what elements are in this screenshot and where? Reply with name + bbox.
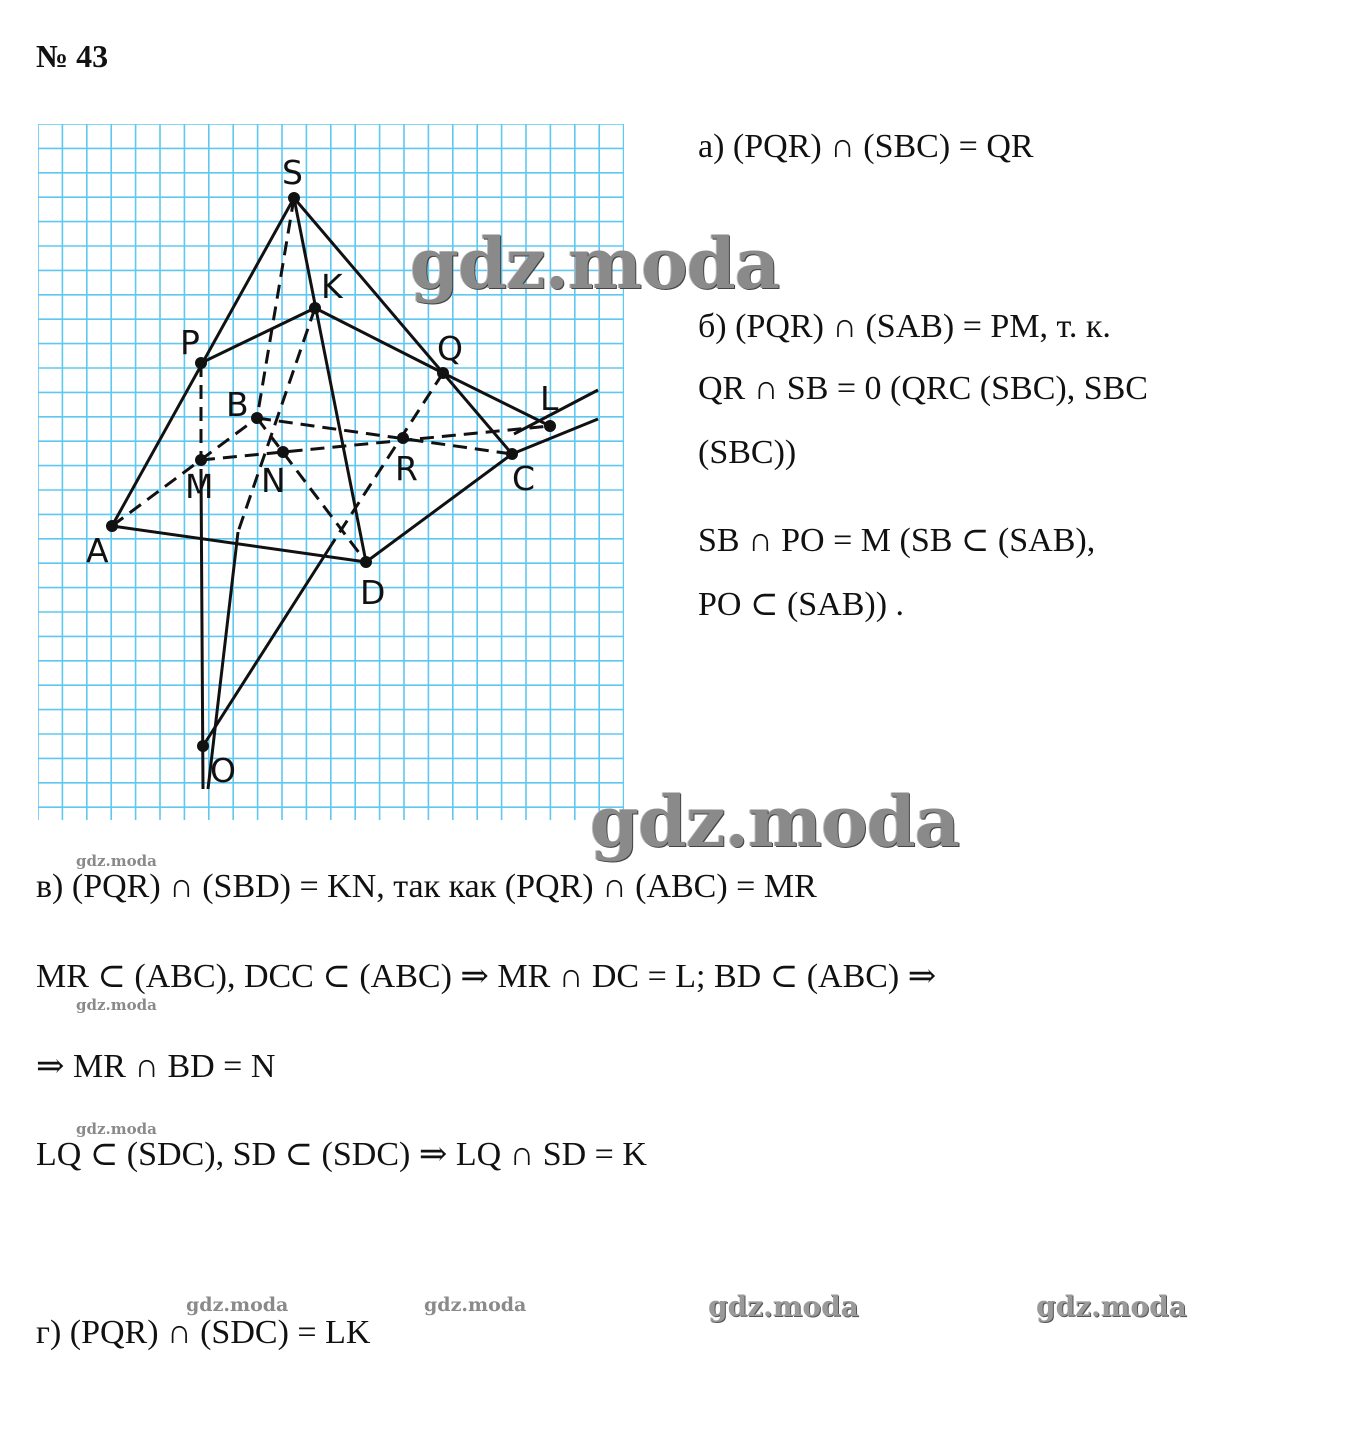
line-DO — [203, 544, 332, 746]
answer-b-line4: SB ∩ PO = M (SB ⊂ (SAB), — [698, 522, 1096, 559]
problem-number: № 43 — [36, 38, 109, 74]
label-B: B — [226, 385, 249, 424]
answer-b-line3: (SBC)) — [698, 434, 797, 471]
point-N — [277, 446, 289, 458]
watermark-small-5: gdz.moda — [424, 1294, 527, 1316]
point-S — [288, 192, 300, 204]
edge-BC — [257, 418, 512, 454]
point-M — [195, 454, 207, 466]
watermark-large-bottom: gdz.moda — [590, 780, 960, 863]
label-C: C — [512, 459, 536, 498]
watermark-small-4: gdz.moda — [186, 1294, 289, 1316]
answer-v-line3: ⇒ MR ∩ BD = N — [36, 1048, 276, 1085]
point-L — [544, 420, 556, 432]
point-B — [251, 412, 263, 424]
label-L: L — [540, 379, 559, 418]
answer-g: г) (PQR) ∩ (SDC) = LK — [36, 1314, 371, 1351]
point-R — [397, 432, 409, 444]
answer-v-line2: MR ⊂ (ABC), DCC ⊂ (ABC) ⇒ MR ∩ DC = L; BD ⊂ (ABC) ⇒ — [36, 958, 937, 995]
edge-DC — [366, 454, 512, 562]
watermark-large-top: gdz.moda — [410, 222, 780, 305]
label-K: K — [321, 267, 343, 306]
label-R: R — [395, 449, 418, 488]
watermark-mid-1: gdz.moda — [708, 1290, 859, 1323]
answer-b-line1: б) (PQR) ∩ (SAB) = PM, т. к. — [698, 308, 1111, 345]
answer-b-line5: PO ⊂ (SAB)) . — [698, 586, 905, 623]
point-Q — [437, 367, 449, 379]
segment-QL — [443, 373, 550, 426]
label-S: S — [282, 153, 303, 192]
label-P: P — [180, 323, 200, 362]
answer-v-line4: LQ ⊂ (SDC), SD ⊂ (SDC) ⇒ LQ ∩ SD = K — [36, 1136, 647, 1173]
label-N: N — [261, 461, 286, 500]
label-O: O — [210, 751, 236, 790]
answer-b-line2: QR ∩ SB = 0 (QRC (SBC), SBC — [698, 370, 1148, 407]
segment-MR — [201, 426, 550, 460]
point-O — [197, 740, 209, 752]
label-A: A — [86, 531, 109, 570]
watermark-small-1: gdz.moda — [76, 852, 157, 870]
label-M: M — [185, 467, 214, 506]
answer-v-line1: в) (PQR) ∩ (SBD) = KN, так как (PQR) ∩ (ABC) = MR — [36, 868, 817, 905]
edge-AD — [112, 526, 366, 562]
watermark-small-2: gdz.moda — [76, 996, 157, 1014]
label-Q: Q — [437, 329, 463, 368]
point-D — [360, 556, 372, 568]
watermark-mid-2: gdz.moda — [1036, 1290, 1187, 1323]
watermark-small-3: gdz.moda — [76, 1120, 157, 1138]
label-D: D — [360, 573, 386, 612]
answer-a: а) (PQR) ∩ (SBC) = QR — [698, 128, 1034, 165]
point-K — [309, 302, 321, 314]
